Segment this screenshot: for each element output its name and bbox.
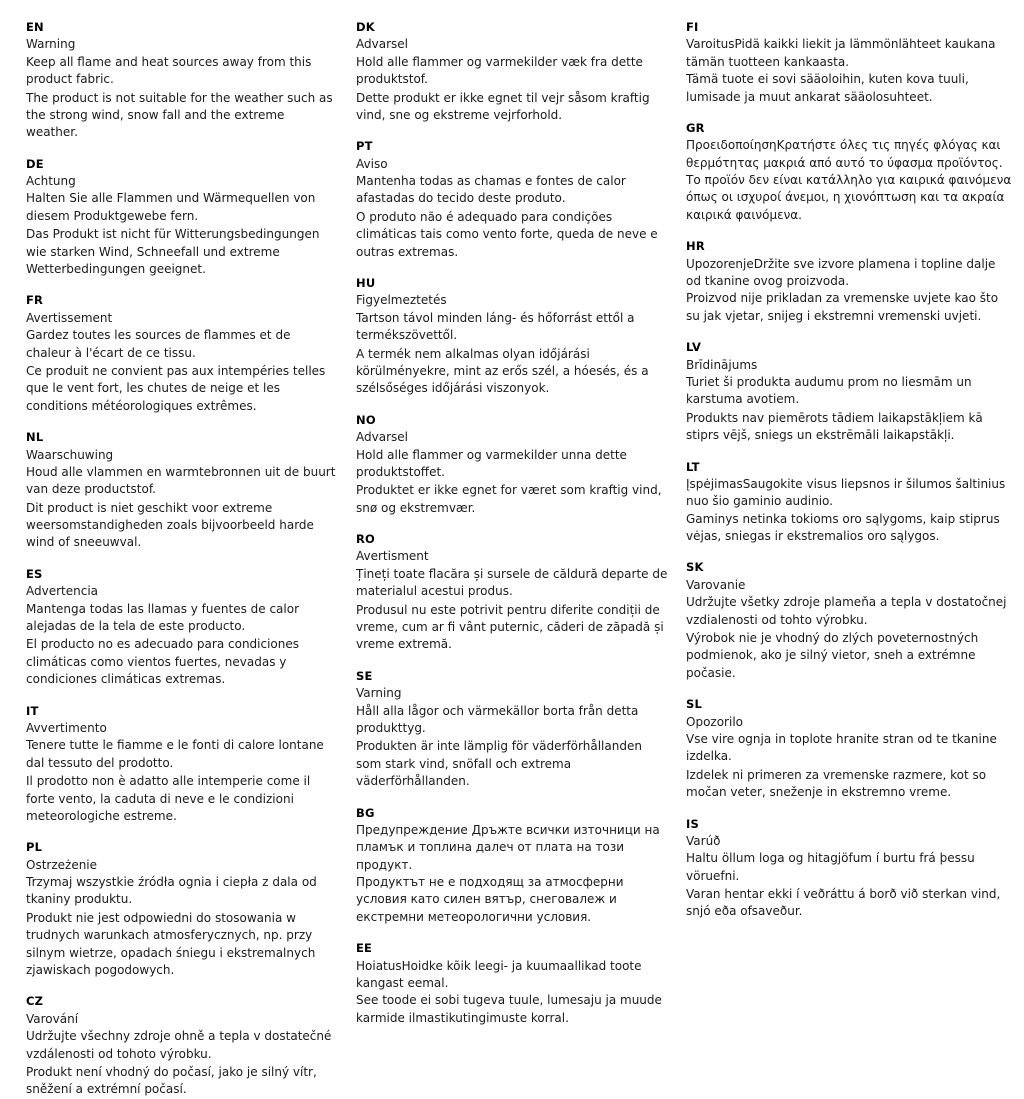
warning-title: Waarschuwing	[26, 447, 114, 462]
warning-paragraph: Vse vire ognja in toplote hranite stran od te tkanine izdelka.	[686, 731, 997, 764]
warning-paragraph: Gaminys netinka tokioms oro sąlygoms, kaip stiprus vėjas, sniegas ir ekstremalios oro sąlygos.	[686, 511, 1000, 544]
warning-body	[26, 327, 338, 415]
language-block-ee	[356, 941, 668, 1027]
warning-body	[356, 310, 668, 398]
warning-body	[686, 71, 1014, 106]
language-code: NL	[26, 430, 44, 445]
warning-body	[686, 594, 1014, 682]
warning-title: Varování	[26, 1011, 79, 1026]
language-code: DE	[26, 156, 44, 171]
language-column-2	[356, 20, 686, 1025]
warning-paragraph: Trzymaj wszystkie źródła ognia i ciepła z dala od tkaniny produktu.	[26, 875, 317, 907]
warning-paragraph: Izdelek ni primeren za vremenske razmere, kot so močan veter, sneženje in ekstremno vreme.	[686, 767, 987, 800]
warning-paragraph: Udržujte všechny zdroje ohně a tepla v dostatečné vzdálenosti od tohoto výrobku.	[26, 1029, 332, 1061]
warning-title: Varovanie	[686, 577, 746, 592]
warning-paragraph: Ce produit ne convient pas aux intempéries telles que le vent fort, les chutes de neige et les conditions météorologiques extrêmes.	[26, 363, 326, 413]
warning-body	[686, 511, 1014, 546]
warning-paragraph: Produkten är inte lämplig för väderförhållanden som stark vind, snöfall och extrema väderförhållanden.	[356, 739, 642, 789]
warning-body	[26, 190, 338, 278]
language-code: DK	[356, 20, 375, 34]
language-block-gr	[686, 121, 1014, 224]
language-code: GR	[686, 120, 705, 135]
warning-title: Avvertimento	[26, 720, 107, 735]
warning-title: Advertencia	[26, 584, 99, 599]
warning-paragraph: Výrobok nie je vhodný do zlých poveternostných podmienok, ako je silný vietor, sneh a extrémne počasie.	[686, 631, 979, 680]
warning-paragraph: Tämä tuote ei sovi sääoloihin, kuten kova tuuli, lumisade ja muut ankarat sääolosuhteet.	[686, 72, 969, 104]
warning-paragraph: Keep all flame and heat sources away from this product fabric.	[26, 54, 312, 87]
warning-body	[356, 874, 668, 926]
warning-body	[686, 290, 1014, 325]
language-block-cz	[26, 994, 338, 1098]
warning-paragraph: Mantenha todas as chamas e fontes de calor afastadas do tecido deste produto.	[356, 174, 626, 206]
warning-paragraph: Håll alla lågor och värmekällor borta från detta produkttyg.	[356, 703, 639, 735]
language-code: EN	[26, 20, 44, 34]
language-code: SL	[686, 697, 703, 712]
language-block-it	[26, 704, 338, 826]
warning-title: Brīdinājums	[686, 357, 758, 372]
language-column-1	[26, 20, 356, 1097]
warning-title: VaroitusPidä kaikki liekit ja lämmönlähteet kaukana tämän tuotteen kankaasta.	[686, 37, 996, 69]
language-code: IS	[686, 816, 699, 831]
warning-paragraph: A termék nem alkalmas olyan időjárási körülményekre, mint az erős szél, a hóesés, és a szélsőséges időjárási viszonyok.	[356, 346, 649, 396]
warning-paragraph: Продуктът не е подходящ за атмосферни условия като силен вятър, снеговалеж и екстремни метеорологични условия.	[356, 875, 624, 924]
language-code: HU	[356, 276, 376, 291]
warning-paragraph: Das Produkt ist nicht für Witterungsbedingungen wie starken Wind, Schneefall und extreme Wetterbedingungen geeignet.	[26, 227, 320, 277]
warning-title: Avertissement	[26, 310, 113, 325]
warning-body	[26, 1028, 338, 1099]
language-block-dk	[356, 20, 668, 124]
warning-body	[356, 54, 668, 125]
language-block-pt	[356, 139, 668, 261]
warning-title: Figyelmeztetés	[356, 293, 447, 308]
language-block-lv	[686, 340, 1014, 444]
language-block-lt	[686, 460, 1014, 546]
warning-title: Achtung	[26, 174, 76, 189]
warning-paragraph: Halten Sie alle Flammen und Wärmequellen von diesem Produktgewebe fern.	[26, 191, 316, 223]
warning-body	[356, 992, 668, 1027]
warning-paragraph: Haltu öllum loga og hitagjöfum í burtu frá þessu vöruefni.	[686, 851, 975, 883]
warning-paragraph: El producto no es adecuado para condiciones climáticas como vientos fuertes, nevadas y condiciones climáticas extremas.	[26, 637, 300, 687]
warning-paragraph: Produkt nie jest odpowiedni do stosowania w trudnych warunkach atmosferycznych, np. przy silnym wietrze, opadach śniegu i ekstremalnych zjawiskach pogodowych.	[26, 910, 316, 978]
language-block-no	[356, 413, 668, 517]
language-code: PL	[26, 840, 43, 855]
language-block-sk	[686, 560, 1014, 682]
warning-paragraph: Houd alle vlammen en warmtebronnen uit de buurt van deze productstof.	[26, 464, 336, 497]
language-code: LV	[686, 340, 702, 355]
warning-title: HoiatusHoidke kõik leegi- ja kuumaallikad toote kangast eemal.	[356, 958, 642, 991]
language-block-fi	[686, 20, 1014, 106]
language-code: RO	[356, 532, 376, 547]
warning-paragraph: Produktet er ikke egnet for været som kraftig vind, snø og ekstremvær.	[356, 483, 662, 515]
language-code: SK	[686, 560, 704, 575]
warning-body	[686, 374, 1014, 445]
warning-title: Aviso	[356, 156, 388, 171]
warning-title: ΠροειδοποίησηΚρατήστε όλες τις πηγές φλόγας και θερμότητας μακριά από αυτό το ύφασμα προϊόντος.	[686, 138, 1003, 170]
warning-paragraph: O produto não é adequado para condições climáticas tais como vento forte, queda de neve e outras extremas.	[356, 209, 658, 259]
warning-paragraph: Hold alle flammer og varmekilder væk fra dette produktstof.	[356, 54, 643, 87]
language-column-3	[686, 20, 1014, 1014]
language-block-se	[356, 669, 668, 791]
warning-body	[686, 850, 1014, 921]
language-code: BG	[356, 805, 375, 820]
warning-paragraph: See toode ei sobi tugeva tuule, lumesaju ja muude karmide ilmastikutingimuste korral.	[356, 993, 662, 1025]
language-block-sl	[686, 697, 1014, 801]
language-block-pl	[26, 840, 338, 979]
warning-body	[356, 566, 668, 654]
warning-title: Предупреждение Дръжте всички източници на пламък и топлина далеч от плата на този продукт.	[356, 822, 660, 872]
warning-body	[356, 447, 668, 518]
language-block-es	[26, 567, 338, 689]
warning-body	[26, 737, 338, 825]
warning-body	[356, 173, 668, 261]
warning-paragraph: Tartson távol minden láng- és hőforrást ettől a termékszövettől.	[356, 310, 635, 343]
warning-title: ĮspėjimasSaugokite visus liepsnos ir šilumos šaltinius nuo šio gaminio audinio.	[686, 476, 1006, 509]
warning-paragraph: Il prodotto non è adatto alle intemperie come il forte vento, la caduta di neve e le condizioni meteorologiche estreme.	[26, 774, 311, 823]
warning-title: Advarsel	[356, 430, 408, 445]
language-code: PT	[356, 139, 373, 154]
warning-paragraph: Hold alle flammer og varmekilder unna dette produktstoffet.	[356, 447, 627, 479]
warning-paragraph: Produkts nav piemērots tādiem laikapstākļiem kā stiprs vējš, sniegs un ekstrēmāli laikapstākļi.	[686, 410, 983, 443]
warning-paragraph: Dit product is niet geschikt voor extreme weersomstandigheden zoals bijvoorbeeld harde wind of sneeuwval.	[26, 500, 314, 550]
warning-paragraph: Mantenga todas las llamas y fuentes de calor alejadas de la tela de este producto.	[26, 601, 300, 634]
language-code: SE	[356, 668, 373, 683]
language-block-is	[686, 817, 1014, 921]
language-code: HR	[686, 239, 705, 254]
warning-title: Avertisment	[356, 549, 429, 564]
warning-paragraph: Dette produkt er ikke egnet til vejr såsom kraftig vind, sne og ekstreme vejrforhold.	[356, 90, 650, 122]
language-code: ES	[26, 566, 43, 581]
language-code: NO	[356, 412, 376, 427]
language-block-ro	[356, 532, 668, 654]
language-block-nl	[26, 430, 338, 552]
warning-paragraph: Țineți toate flacăra și sursele de căldură departe de materialul acestui produs.	[356, 566, 668, 599]
warning-body	[26, 601, 338, 689]
warning-paragraph: Produsul nu este potrivit pentru diferite condiții de vreme, cum ar fi vânt puternic, căderi de zăpadă și vreme extremă.	[356, 602, 664, 652]
language-block-bg	[356, 806, 668, 927]
warning-body	[26, 464, 338, 552]
language-block-hu	[356, 276, 668, 398]
language-block-en	[26, 20, 338, 142]
warning-title: Ostrzeżenie	[26, 857, 98, 872]
language-code: EE	[356, 941, 373, 956]
warning-paragraph: Udržujte všetky zdroje plameňa a tepla v dostatočnej vzdialenosti od tohto výrobku.	[686, 595, 1007, 627]
warning-paragraph: Tenere tutte le fiamme e le fonti di calore lontane dal tessuto del prodotto.	[26, 738, 324, 770]
warning-paragraph: Produkt není vhodný do počasí, jako je silný vítr, sněžení a extrémní počasí.	[26, 1064, 317, 1097]
warning-title: Warning	[26, 37, 76, 52]
warning-body	[26, 54, 338, 142]
warning-title: Advarsel	[356, 37, 408, 52]
warning-body	[686, 172, 1014, 224]
language-block-de	[26, 157, 338, 279]
warning-title: Opozorilo	[686, 714, 743, 729]
language-code: FR	[26, 293, 44, 308]
language-code: CZ	[26, 994, 44, 1009]
warning-paragraph: Το προϊόν δεν είναι κατάλληλο για καιρικά φαινόμενα όπως οι ισχυροί άνεμοι, η χιονόπτωση και τα ακραία καιρικά φαινόμενα.	[686, 173, 1012, 222]
warning-body	[686, 731, 1014, 802]
warning-paragraph: Proizvod nije prikladan za vremenske uvjete kao što su jak vjetar, snijeg i ekstremni vremenski uvjeti.	[686, 291, 999, 323]
language-code: IT	[26, 703, 39, 718]
warning-paragraph: Gardez toutes les sources de flammes et de chaleur à l'écart de ce tissu.	[26, 328, 291, 360]
warning-paragraph: Varan hentar ekki í veðráttu á borð við sterkan vind, snjó eða ofsaveður.	[686, 887, 1001, 919]
warning-body	[26, 874, 338, 979]
warning-body	[356, 703, 668, 791]
warning-title: Varúð	[686, 833, 721, 848]
warning-paragraph: The product is not suitable for the weather such as the strong wind, snow fall and the extreme weather.	[26, 90, 333, 140]
language-code: LT	[686, 459, 700, 474]
warning-title: UpozorenjeDržite sve izvore plamena i topline dalje od tkanine ovog proizvoda.	[686, 256, 996, 289]
language-block-fr	[26, 293, 338, 415]
warning-title: Varning	[356, 686, 402, 701]
language-block-hr	[686, 239, 1014, 325]
language-code: FI	[686, 20, 699, 34]
warning-paragraph: Turiet ši produkta audumu prom no liesmām un karstuma avotiem.	[686, 374, 972, 407]
